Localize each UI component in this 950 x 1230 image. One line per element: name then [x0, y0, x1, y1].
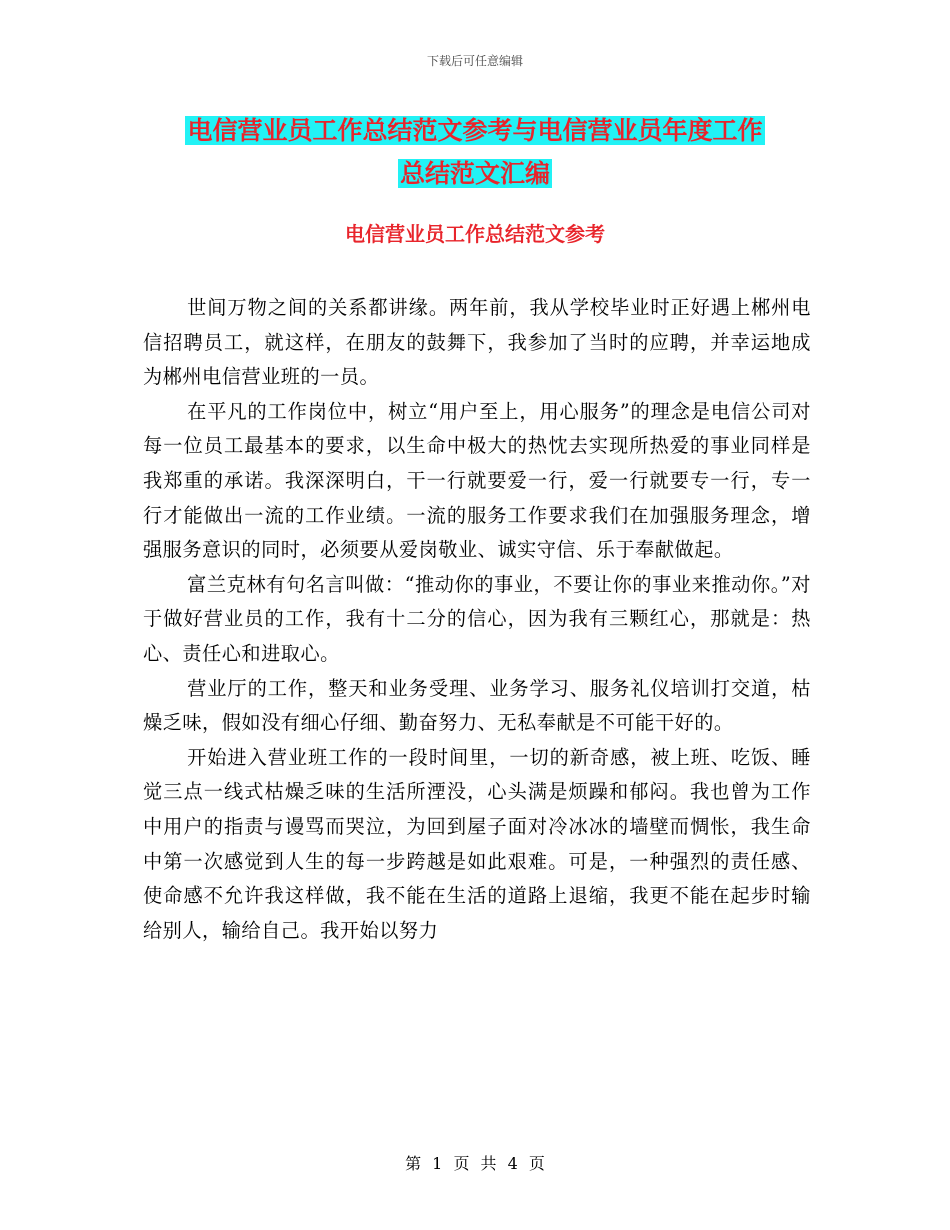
paragraph: 富兰克林有句名言叫做：“推动你的事业，不要让你的事业来推动你。”对于做好营业员的工作，我有十二分的信心，因为我有三颗红心，那就是：热心、责任心和进取心。	[143, 572, 811, 665]
paragraph: 在平凡的工作岗位中，树立“用户至上，用心服务”的理念是电信公司对每一位员工最基本的要求，以生命中极大的热忱去实现所热爱的事业同样是我郑重的承诺。我深深明白，干一行就要爱一行，爱一行就要专一行，专一行才能做出一流的工作业绩。一流的服务工作要求我们在加强服务理念，增强服务意识的同时，必须要从爱岗敬业、诚实守信、乐于奉献做起。	[143, 399, 811, 562]
paragraph: 营业厅的工作，整天和业务受理、业务学习、服务礼仪培训打交道，枯燥乏味，假如没有细心仔细、勤奋努力、无私奉献是不可能干好的。	[143, 676, 811, 735]
document-body	[143, 291, 811, 948]
document-title-line-1	[0, 113, 950, 149]
document-title-line-2-text: 总结范文汇编	[399, 159, 550, 188]
header-note: 下载后可任意编辑	[426, 54, 523, 68]
paragraph: 世间万物之间的关系都讲缘。两年前，我从学校毕业时正好遇上郴州电信招聘员工，就这样，在朋友的鼓舞下，我参加了当时的应聘，并幸运地成为郴州电信营业班的一员。	[143, 296, 811, 389]
page-footer: 第 1 页 共 4 页	[405, 1154, 545, 1173]
document-title-line-1-text: 电信营业员工作总结范文参考与电信营业员年度工作	[187, 116, 763, 145]
document-title-line-2	[0, 156, 950, 192]
section-title: 电信营业员工作总结范文参考	[345, 222, 605, 246]
paragraph: 开始进入营业班工作的一段时间里，一切的新奇感，被上班、吃饭、睡觉三点一线式枯燥乏味的生活所湮没，心头满是烦躁和郁闷。我也曾为工作中用户的指责与谩骂而哭泣，为回到屋子面对冷冰冰的墙壁而惆怅，我生命中第一次感觉到人生的每一步跨越是如此艰难。可是，一种强烈的责任感、使命感不允许我这样做，我不能在生活的道路上退缩，我更不能在起步时输给别人，输给自己。我开始以努力	[143, 745, 811, 942]
